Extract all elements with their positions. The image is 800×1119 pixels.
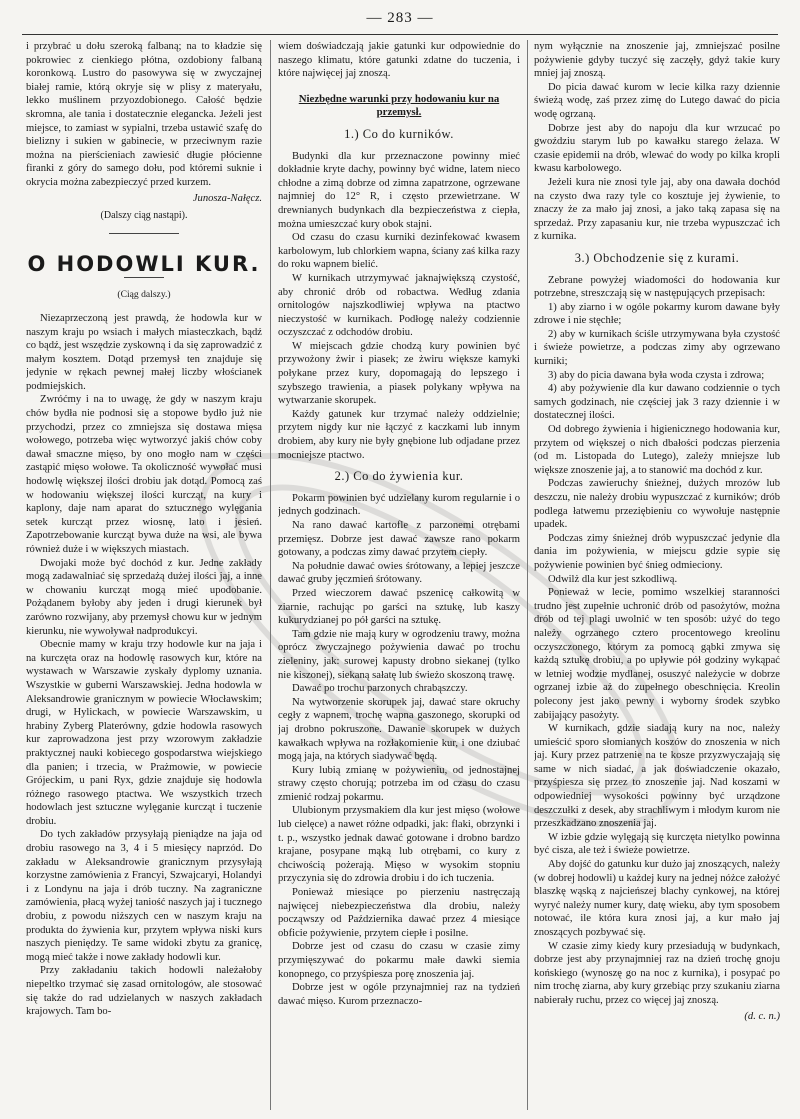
paragraph: W miejscach gdzie chodzą kury powinien być przywożony żwir i piasek; ze żwiru większe kamyki połykane przez kury, dopomagają do lepszego i szybszego trawienia, a piasek polykany wpływa na wytwarzanie skorupek. [278, 340, 520, 407]
title-divider [124, 277, 164, 278]
paragraph: Dwojaki może być dochód z kur. Jedne zakłady mogą zadawalniać się sprzedażą dużej ilości jaj, a inne w chowaniu kurcząt mogą mieć upodobanie. Pożądanem byłoby aby jeden i drugi kierunek był zarówno rozwijany, aby przemysł chowu kur w jednym kierunku, nie wywoływał nadprodukcyi. [26, 557, 262, 637]
paragraph: Od czasu do czasu kurniki dezinfekować kwasem karbolowym, lub chlorkiem wapna, ściany zaś kilka razy do roku wapnem bielić. [278, 232, 520, 271]
paragraph: Niezaprzeczoną jest prawdą, że hodowla kur w naszym kraju po wsiach i małych miasteczkach, bądź co bądź, jest wszędzie zyskowną i da się zaprowadzić z małym kosztem. Dotąd przemysł ten znajduje się jedynie w rękach pewnej małej liczby włościanek podmiejskich. [26, 312, 262, 392]
column-separator-1 [270, 40, 271, 1110]
column-2 [278, 40, 520, 1110]
paragraph: W kurnikach, gdzie siadają kury na noc, należy umieścić sporo słomianych koszów do znoszenia w nich jaj. Kury przez patrzenie na te kosze przyzwyczajają się same w nich siadać, a jak doświadczenie okazało, przyśpiesza się przez to znoszenie jaj. Nad koszami w odpowiedniej wysokości powinny być urządzone deszczułki z desek, aby strachliwym i młodym kurom nie przeszkadzano znoszenia jaj. [534, 723, 780, 830]
paragraph: Na wytworzenie skorupek jaj, dawać stare okruchy cegły z wapnem, trochę wapna gaszonego, skorupki od jaj drobno pokruszone. Dawanie skorupek w dużych kawałkach wpływa na rozłakomienie kur, i one dziubać mogą jaja, na których siadywać będą. [278, 696, 520, 763]
paragraph: Ponieważ miesiące po pierzeniu nastręczają najwięcej niebezpieczeństwa dla drobiu, należy począwszy od Października dawać przez 4 miesiące obficie pożywienie, przytem ciepłe i posilne. [278, 887, 520, 939]
list-item: 2) aby w kurnikach ściśle utrzymywana była czystość i świeże powietrze, a podczas zimy aby ogrzewano kurniki; [534, 328, 780, 368]
paragraph: W czasie zimy kiedy kury przesiadują w budynkach, dobrze jest aby przynajmniej raz na dzień trochę gnoju końskiego (wynoszę go na noc z kurnika), i posypać po nim trochę ziarna, aby kury grzebiąc przy szukaniu ziarna nabierały ruchu, przez co więcej jaj znoszą. [534, 940, 780, 1006]
subsection-heading: 2.) Co do żywienia kur. [334, 469, 464, 484]
paragraph: Na południe dawać owies śrótowany, a lepiej jeszcze dawać gruby jęczmień śrótowany. [278, 560, 520, 586]
paragraph: Do tych zakładów przysyłają pieniądze na jaja od drobiu rasowego na 3, 4 i 5 miesięcy naprzód. Do zakładu w Aleksandrowie granicznym przysyłają korzystne zamówienia z Francyi, Szwajcaryi, Holandyi i z Londynu na jaja i drób tuczny. Na zagraniczne zamówienia, płacą wyżej taniość naszych jaj i tucznego drobiu, z powodu niższych cen w naszym kraju na produkta do żywienia kur, przytem wpływa niski kurs naszych pieniędzy. Te same widoki zbytu za granicę, mogą mieć także i nowe zakłady hodowli kur. [26, 829, 262, 963]
paragraph: Każdy gatunek kur trzymać należy oddzielnie; przytem nigdy kur nie łączyć z kaczkami lub innym drobiem, aby kury nie były gnębione lub odjadane przez mocniejsze ptactwo. [278, 408, 520, 461]
list-item: 1) aby ziarno i w ogóle pokarmy kurom dawane były zdrowe i nie stęchłe; [534, 301, 780, 327]
article-title: O HODOWLI KUR. [27, 251, 261, 276]
paragraph: Od dobrego żywienia i higienicznego hodowania kur, przytem od większej o nich dbałości podczas pierzenia (od m. Listopada do Lutego), zależy mniejsze lub większe znoszenie jaj, a to stanowić ma dochód z kur. [534, 424, 780, 476]
subsection-heading: 1.) Co do kurników. [344, 126, 454, 141]
column-separator-2 [527, 40, 528, 1110]
paragraph: Do picia dawać kurom w lecie kilka razy dziennie świeżą wodę, zaś przez zimę do Lutego dawać do picia wodę ogrzaną. [534, 81, 780, 120]
paragraph: Dawać po trochu parzonych chrabąszczy. [292, 683, 468, 695]
paragraph: W kurnikach utrzymywać jaknajwiększą czystość, aby chronić drób od robactwa. Według zdania ornitologów najszkodliwiej wpływa na ptactwo nieczystość w kurnikach. Podłogę należy codziennie oczyszczać z odchodów drobiu. [278, 272, 520, 339]
paragraph: Przy zakładaniu takich hodowli należałoby niepeltko trzymać się zasad ornitologów, ale stosować się także do rad udzielanych w naszych zakładach krajowych. Tam bo- [26, 965, 262, 1018]
paragraph: Podczas zimy śnieżnej drób wypuszczać jedynie dla dania im pożywienia, w miejscu gdzie sypie się pożywienie powinien być śnieg odmieciony. [534, 532, 780, 571]
paragraph: wiem doświadczają jakie gatunki kur odpowiednie do naszego klimatu, które gatunki zdatne do tuczenia, i które najwięcej jaj znoszą. [278, 41, 520, 80]
paragraph: Pokarm powinien być udzielany kurom regularnie i o jednych godzinach. [278, 492, 520, 518]
paragraph: Dobrze jest od czasu do czasu w czasie zimy przymięszywać do pokarmu małe dawki siemia konopnego, co przyśpiesza porę znoszenia jaj. [278, 941, 520, 980]
list-item: 4) aby pożywienie dla kur dawano codziennie o tych samych godzinach, nie częściej jak 3 razy dziennie i w dostatecznej ilości. [534, 383, 780, 422]
section-heading: Niezbędne warunki przy hodowaniu kur na przemysł. [298, 92, 500, 119]
paragraph: Dobrze jest aby do napoju dla kur wrzucać po gwoździu starym lub po kawałku starego żelaza. W czasie epidemii na drób, wlewać do wody po kilka kropli kwasu karbolowego. [534, 122, 780, 175]
paragraph: Budynki dla kur przeznaczone powinny mieć dokładnie kryte dachy, powinny być widne, latem nieco chłodne a zimą dobrze od zimna zapatrzone, ogrzewane najmniej do 12° R, i często przewietrzane. W drewnianych budynkach dla bezpieczeństwa z ciepła, można umieszczać kury obok stajni. [278, 150, 520, 230]
paragraph: Kury lubią zmianę w pożywieniu, od jednostajnej strawy często chorują; potrzeba im od czasu do czasu zmienić rodzaj pokarmu. [278, 764, 520, 803]
page-number: — 283 — [366, 10, 434, 26]
paragraph: Podczas zawieruchy śnieżnej, dużych mrozów lub deszczu, nie należy drobiu wypuszczać z kurników; drób podlega łatwemu przeziębieniu co wywołuje następnie upadek. [534, 478, 780, 531]
paragraph: Jeżeli kura nie znosi tyle jaj, aby ona dawała dochód na czysto dwa razy tyle co kosztuje jej żywienie, to znaczy że za mało jaj znosi, a jako taką zapasa się na sprzedaż. Przy zapasaniu kur, nie trzeba wypuszczać ich z kurnika. [534, 176, 780, 243]
continued-note: (Ciąg dalszy.) [117, 289, 171, 301]
paragraph: Aby dojść do gatunku kur dużo jaj znoszących, należy (w dobrej hodowli) u każdej kury na jednej nóżce założyć blaszkę wąską z najcieńszej blachy cynkowej, na której wyryć należy numer kury, datę wieku, aby tym sposobem notować, ile która kura znosi jaj, a kur mało jaj znoszących pozbywać się. [534, 859, 780, 938]
paragraph: Zwróćmy i na to uwagę, że gdy w naszym kraju chów bydła nie podnosi się a stopowe bydło już nie przychodzi, przez co zmniejsza się dostawa mięsa wołowego, potrzeba więc wytworzyć jakiś chów coby dawał smaczne mięso, by ono mogło nam w części zastąpić mięso wołowe. Ta okoliczność wywołać musi hodowlę większej ilości drobiu jak dotąd. Pomocą zaś w hodowaniu większej ilości kurcząt, na kury i kaplony, daje nam aparat do sztucznego wylęgania setek kurcząt przez wiosnę, lato i jesień. Zapotrzebowanie kurcząt bywa duże na wsi, ale bywa również duże i w większych miastach. [26, 394, 262, 555]
paragraph: Zebrane powyżej wiadomości do hodowania kur potrzebne, streszczają się w następujących przepisach: [534, 274, 780, 300]
list-item: 3) aby do picia dawana była woda czysta i zdrowa; [548, 369, 765, 381]
paragraph: Ponieważ w lecie, pomimo wszelkiej staranności trudno jest zupełnie uchronić drób od pasożytów, można drób od tej plagi uwolnić w ten sposób: użyć do tego należy ogrzanego cztero procentowego kreolinu oczyszczonego, którym za pomocą gąbki zmywa się każdą sztukę drobiu, a po upływie pół godziny wykąpać w letniej wodzie mydlanej, osuszyć należycie w dobrze ogrzanej izbie aż do zupełnego obeschnięcia. Kreolin polecony jest jako pewny i wyborny środek szybko zabijający pasożyty. [534, 587, 780, 721]
paragraph: Odwilż dla kur jest szkodliwą. [548, 573, 678, 585]
author-signature: Junosza-Nałęcz. [192, 192, 262, 204]
paragraph: Przed wieczorem dawać pszenicę całkowitą w ziarnie, rachując po garści na sztukę, lub kaszy kukurydzianej po pół garści na sztukę. [278, 587, 520, 627]
section-divider [109, 233, 179, 234]
paragraph: Na rano dawać kartofle z parzonemi otrębami przemięsz. Dobrze jest dawać zawsze rano pokarm gotowany, a podczas zimy dawać przytem ciepły. [278, 520, 520, 559]
continuation-note: (Dalszy ciąg nastąpi). [100, 210, 188, 222]
paragraph: W izbie gdzie wylęgają się kurczęta nietylko powinna być cisza, ale też i świeże powietrze. [534, 831, 780, 857]
paragraph: Tam gdzie nie mają kury w ogrodzeniu trawy, można oprócz zwyczajnego pożywienia dawać po trochu zieleniny, jak: surowej kapusty drobno siekanej (tylko nie kiszonej), siekaną sałatę lub świeżo skoszoną trawę. [278, 628, 520, 681]
subsection-heading: 3.) Obchodzenie się z kurami. [574, 250, 740, 265]
column-3 [534, 40, 780, 1110]
paragraph: nym wyłącznie na znoszenie jaj, zmniejszać posilne pożywienie gdyby tuczyć się zaczęły, gdyż takie kury mniej jaj znoszą. [534, 41, 780, 80]
column-1 [26, 40, 262, 1110]
header-rule [22, 34, 778, 35]
paragraph: Dobrze jest w ogóle przynajmniej raz na tydzień dawać mięso. Kurom przeznaczo- [278, 982, 520, 1007]
paragraph: Obecnie mamy w kraju trzy hodowle kur na jaja i na kurczęta oraz na hodowlę rasowych kur, które na wystawach w Warszawie zyskały dyplomy uznania. Wszystkie w guberni Warszawskiej. Jedna hodowla w Aleksandrowie granicznym w powiecie Włocławskim; drugi, w Hylickach, w powiecie Warszawskim, u hrabiny Zyberg Platerówny, gdzie hodowla rasowych kur zaprowadzona jest przy wzorowym zakładzie praktycznej nauki kobiecego gospodarstwa wiejskiego dla panien; i trzecia, w Prażmowie, w powiecie Grójeckim, u pani Ryx, gdzie znajduje się hodowla różnego rasowego ptactwa. We wszystkich trzech hodowlach jest sztuczne wylęganie kurcząt i tuczenie drobiu. [26, 639, 262, 827]
continuation-mark: (d. c. n.) [744, 1010, 780, 1022]
paragraph: Ulubionym przysmakiem dla kur jest mięso (wołowe lub cielęce) a nawet różne odpadki, jak: flaki, obrzynki i t. p., wszystko jednak dawać gotowane i drobno bardzo krajane, posypane mąką lub otrębami, co kury z chciwością pożerają. Mięso w wysokim stopniu przyczynia się do zdrowia drobiu i do ich tuczenia. [278, 805, 520, 885]
article-text: i przybrać u dołu szeroką falbaną; na to kładzie się pokrowiec z cienkiego płótna, ozdobiony falbaną koronkową. Lustro do pasowywa się w zwyczajnej białej ramie, którą okryje się w plisy z materyału, lekko muślinem przyozdobionego. Całość będzie skromna, ale tania i dostatecznie elegancka. Jeżeli jest miejsce, to zamiast w sypialni, trzeba ustawić szafę do bielizny i sukien w gabinecie, w przeciwnym razie można na pierścieniach zawiesić długie płócienne firanki z góry do samego dołu, pod któremi suknie i okrycia można zabezpieczyć przed kurzem. [26, 41, 262, 188]
